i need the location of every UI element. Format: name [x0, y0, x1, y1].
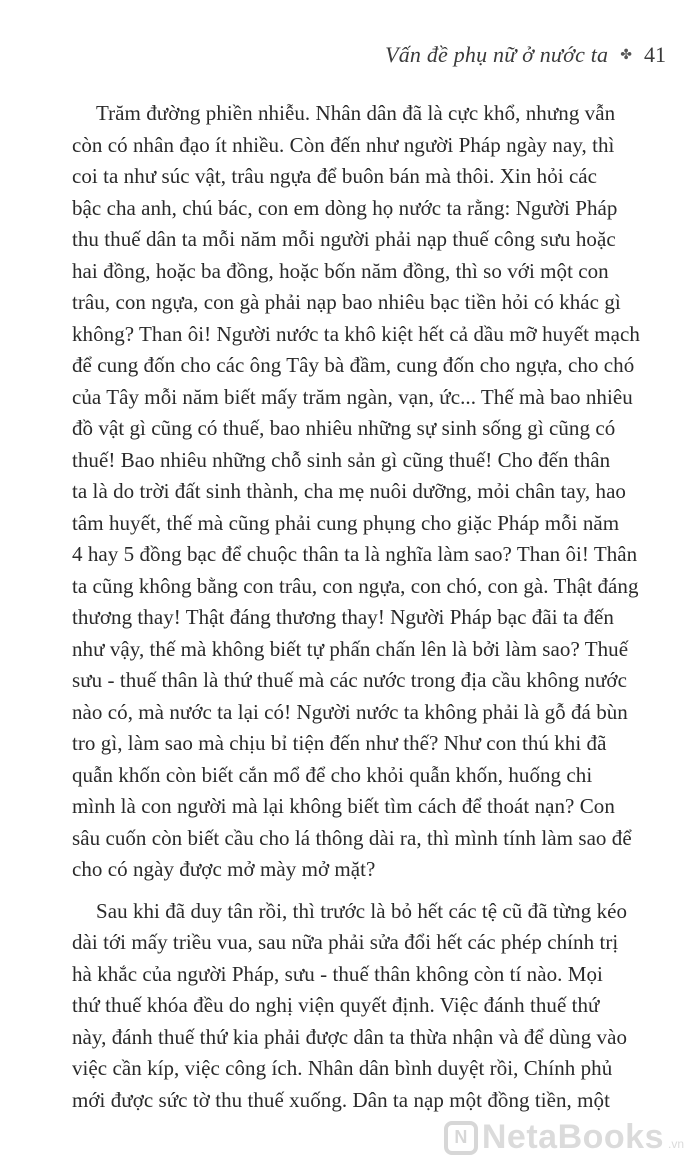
text-line: cho có ngày được mở mày mở mặt?	[72, 857, 376, 881]
text-line: hà khắc của người Pháp, sưu - thuế thân không còn tí nào. Mọi	[72, 961, 603, 986]
page-number: 41	[644, 42, 666, 67]
text-line: của Tây mỗi năm biết mấy trăm ngàn, vạn, ức... Thế mà bao nhiêu	[72, 384, 633, 409]
text-line: hai đồng, hoặc ba đồng, hoặc bốn năm đồng, thì so với một con	[72, 258, 609, 283]
text-line: sâu cuốn còn biết cầu cho lá thông dài ra, thì mình tính làm sao để	[72, 825, 632, 850]
watermark-logo-icon: N	[444, 1121, 478, 1155]
watermark	[444, 1118, 684, 1157]
text-line: việc cần kíp, việc công ích. Nhân dân bình duyệt rồi, Chính phủ	[72, 1056, 613, 1080]
text-line: không? Than ôi! Người nước ta khô kiệt hết cả dầu mỡ huyết mạch	[72, 321, 640, 346]
text-line: ta cũng không bằng con trâu, con ngựa, con chó, con gà. Thật đáng	[72, 573, 639, 598]
text-line: thuế! Bao nhiêu những chỗ sinh sản gì cũng thuế! Cho đến thân	[72, 447, 611, 472]
text-line: mới được sức tờ thu thuế xuống. Dân ta nạp một đồng tiền, một	[72, 1087, 610, 1112]
text-line: 4 hay 5 đồng bạc để chuộc thân ta là nghĩa làm sao? Than ôi! Thân	[72, 542, 638, 566]
watermark-brand: NetaBooks	[481, 1118, 664, 1156]
watermark-domain: .vn	[667, 1137, 684, 1151]
text-line: đồ vật gì cũng có thuế, bao nhiêu những sự sinh sống gì cũng có	[72, 416, 616, 440]
text-line: ta là do trời đất sinh thành, cha mẹ nuôi dưỡng, mỏi chân tay, hao	[72, 479, 626, 503]
text-line: mình là con người mà lại không biết tìm cách để thoát nạn? Con	[72, 794, 615, 818]
text-line: tro gì, làm sao mà chịu bỉ tiện đến như thế? Như con thú khi đã	[72, 731, 607, 755]
text-line: nào có, mà nước ta lại có! Người nước ta không phải là gỗ đá bùn	[72, 699, 628, 724]
text-line: thu thuế dân ta mỗi năm mỗi người phải nạp thuế công sưu hoặc	[72, 227, 616, 251]
text-line: như vậy, thế mà không biết tự phấn chấn lên là bởi làm sao? Thuế	[72, 636, 629, 661]
running-title: Vấn đề phụ nữ ở nước ta	[385, 42, 609, 67]
body-text	[72, 98, 672, 1126]
running-head	[385, 42, 666, 68]
text-line: Trăm đường phiền nhiễu. Nhân dân đã là cực khổ, nhưng vẫn	[96, 101, 616, 125]
text-line: Sau khi đã duy tân rồi, thì trước là bỏ hết các tệ cũ đã từng kéo	[96, 898, 628, 923]
text-line: để cung đốn cho các ông Tây bà đầm, cung đốn cho ngựa, cho chó	[72, 353, 635, 377]
text-line: tâm huyết, thế mà cũng phải cung phụng cho giặc Pháp mỗi năm	[72, 510, 620, 535]
text-line: thương thay! Thật đáng thương thay! Người Pháp bạc đãi ta đến	[72, 605, 614, 629]
text-line: coi ta như súc vật, trâu ngựa để buôn bán mà thôi. Xin hỏi các	[72, 164, 598, 188]
text-line: này, đánh thuế thứ kia phải được dân ta thừa nhận và để dùng vào	[72, 1024, 628, 1049]
text-line: bậc cha anh, chú bác, con em dòng họ nước ta rằng: Người Pháp	[72, 195, 618, 220]
ornament-icon: ✤	[620, 47, 632, 63]
paragraph-1	[72, 98, 672, 886]
text-line: còn có nhân đạo ít nhiều. Còn đến như người Pháp ngày nay, thì	[72, 132, 615, 157]
text-line: dài tới mấy triều vua, sau nữa phải sửa đổi hết các phép chính trị	[72, 930, 619, 954]
text-line: sưu - thuế thân là thứ thuế mà các nước trong địa cầu không nước	[72, 668, 627, 692]
text-line: thứ thuế khóa đều do nghị viện quyết định. Việc đánh thuế thứ	[72, 993, 600, 1017]
text-line: trâu, con ngựa, con gà phải nạp bao nhiêu bạc tiền hỏi có khác gì	[72, 290, 621, 314]
text-line: quẫn khốn còn biết cắn mổ để cho khỏi quẫn khốn, huống chi	[72, 762, 593, 787]
paragraph-2	[72, 896, 672, 1117]
